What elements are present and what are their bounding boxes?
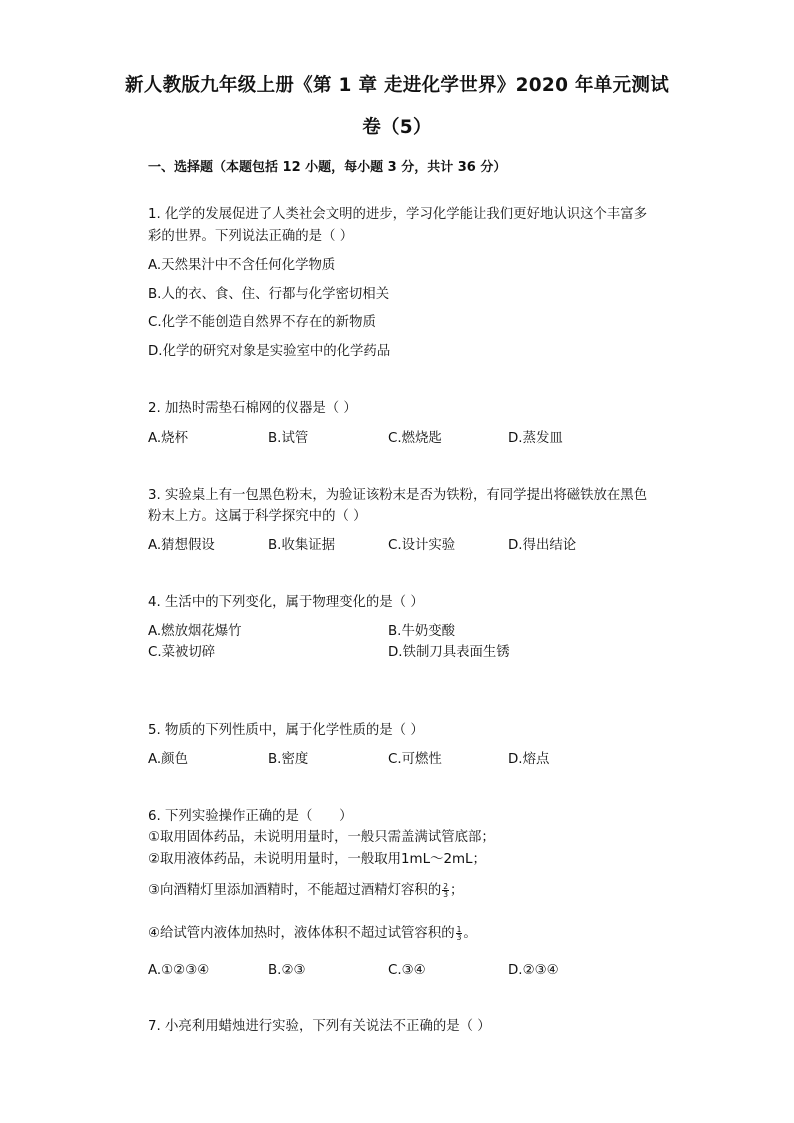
question-1-option-d: D.化学的研究对象是实验室中的化学药品 xyxy=(148,344,391,359)
question-6-option-d: D.②③④ xyxy=(508,963,559,978)
question-3-option-a: A.猜想假设 xyxy=(148,538,215,553)
question-2-stem: 2. 加热时需垫石棉网的仪器是（ ） xyxy=(148,401,357,416)
question-1-stem-line-1: 1. 化学的发展促进了人类社会文明的进步，学习化学能让我们更好地认识这个丰富多 xyxy=(148,207,648,222)
fraction xyxy=(456,926,463,941)
question-6-item-1: ①取用固体药品，未说明用量时，一般只需盖满试管底部； xyxy=(148,830,495,845)
fraction-denominator: 3 xyxy=(456,932,462,942)
page-title-continued: 卷（5） xyxy=(362,117,432,138)
fraction-numerator: 2 xyxy=(443,881,448,891)
page-title: 新人教版九年级上册《第 1 章 走进化学世界》2020 年单元测试 xyxy=(124,75,670,96)
question-2-option-a: A.烧杯 xyxy=(148,431,188,446)
question-3-stem-line-1: 3. 实验桌上有一包黑色粉末，为验证该粉末是否为铁粉，有同学提出将磁铁放在黑色 xyxy=(148,488,648,503)
question-3-stem-line-2: 粉末上方。这属于科学探究中的（ ） xyxy=(148,509,367,524)
question-5-option-a: A.颜色 xyxy=(148,752,188,767)
question-6-item-4 xyxy=(148,925,477,943)
question-2-option-c: C.燃烧匙 xyxy=(388,431,442,446)
question-2-option-b: B.试管 xyxy=(268,431,309,446)
question-4-option-b: B.牛奶变酸 xyxy=(388,624,456,639)
question-1-stem-line-2: 彩的世界。下列说法正确的是（ ） xyxy=(148,229,354,244)
question-6-item-3-text: ③向酒精灯里添加酒精时，不能超过酒精灯容积的 xyxy=(148,883,442,898)
fraction xyxy=(442,883,449,898)
question-2-option-d: D.蒸发皿 xyxy=(508,431,563,446)
question-3-option-c: C.设计实验 xyxy=(388,538,456,553)
question-6-option-c: C.③④ xyxy=(388,963,426,978)
question-6-item-4-end: 。 xyxy=(463,926,477,941)
question-6-option-a: A.①②③④ xyxy=(148,963,210,978)
question-5-option-d: D.熔点 xyxy=(508,752,550,767)
question-6-item-2: ②取用液体药品，未说明用量时，一般取用1mL～2mL； xyxy=(148,852,486,867)
question-6-item-4-text: ④给试管内液体加热时，液体体积不超过试管容积的 xyxy=(148,926,455,941)
fraction-numerator: 1 xyxy=(456,924,462,934)
question-3-option-b: B.收集证据 xyxy=(268,538,336,553)
section-heading: 一、选择题（本题包括 12 小题，每小题 3 分，共计 36 分） xyxy=(148,160,507,175)
question-4-stem: 4. 生活中的下列变化，属于物理变化的是（ ） xyxy=(148,595,424,610)
question-1-option-b: B.人的衣、食、住、行都与化学密切相关 xyxy=(148,287,390,302)
question-6-option-b: B.②③ xyxy=(268,963,306,978)
question-6-stem: 6. 下列实验操作正确的是（ ） xyxy=(148,809,353,824)
question-7-stem: 7. 小亮利用蜡烛进行实验，下列有关说法不正确的是（ ） xyxy=(148,1019,491,1034)
question-1-option-a: A.天然果汁中不含任何化学物质 xyxy=(148,258,336,273)
question-1-option-c: C.化学不能创造自然界不存在的新物质 xyxy=(148,315,376,330)
question-6-item-3 xyxy=(148,882,463,900)
fraction-denominator: 3 xyxy=(443,889,448,899)
question-4-option-c: C.菜被切碎 xyxy=(148,645,216,660)
question-5-stem: 5. 物质的下列性质中，属于化学性质的是（ ） xyxy=(148,723,424,738)
question-3-option-d: D.得出结论 xyxy=(508,538,577,553)
question-5-option-b: B.密度 xyxy=(268,752,309,767)
question-4-option-a: A.燃放烟花爆竹 xyxy=(148,624,242,639)
question-5-option-c: C.可燃性 xyxy=(388,752,442,767)
question-6-item-3-end: ； xyxy=(450,883,464,898)
question-4-option-d: D.铁制刀具表面生锈 xyxy=(388,645,510,660)
